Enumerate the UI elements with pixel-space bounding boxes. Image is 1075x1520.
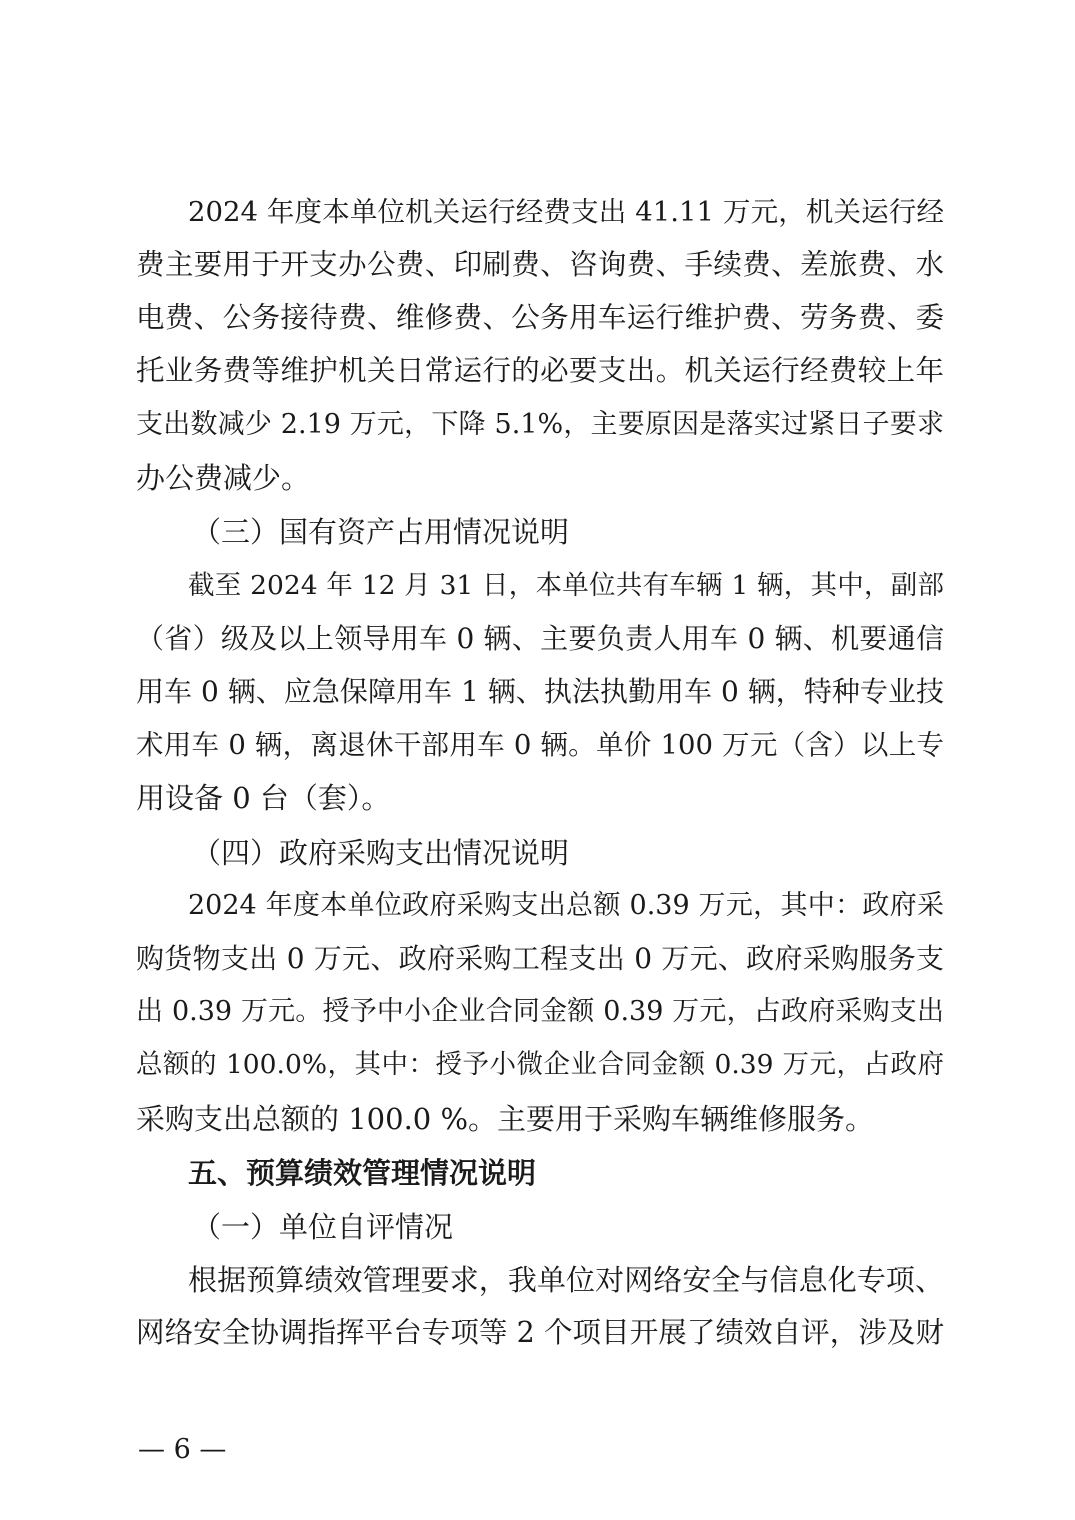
para3-line-3: 出 0.39 万元。授予中小企业合同金额 0.39 万元，占政府采购支出 bbox=[136, 996, 944, 1027]
para4-line-1: 根据预算绩效管理要求，我单位对网络安全与信息化专项、 bbox=[188, 1263, 944, 1297]
section-five-heading: 五、预算绩效管理情况说明 bbox=[188, 1156, 537, 1190]
para4-line-2: 网络安全协调指挥平台专项等 2 个项目开展了绩效自评，涉及财 bbox=[136, 1316, 944, 1349]
para1-line-2: 费主要用于开支办公费、印刷费、咨询费、手续费、差旅费、水 bbox=[136, 248, 944, 281]
para1-line-3: 电费、公务接待费、维修费、公务用车运行维护费、劳务费、委 bbox=[136, 301, 944, 334]
para3-line-5: 采购支出总额的 100.0 %。主要用于采购车辆维修服务。 bbox=[136, 1102, 875, 1136]
para2-line-2: （省）级及以上领导用车 0 辆、主要负责人用车 0 辆、机要通信 bbox=[136, 622, 944, 655]
para1-line-4: 托业务费等维护机关日常运行的必要支出。机关运行经费较上年 bbox=[136, 354, 944, 387]
para2-line-1: 截至 2024 年 12 月 31 日，本单位共有车辆 1 辆，其中，副部 bbox=[188, 570, 944, 601]
para2-line-4: 术用车 0 辆，离退休干部用车 0 辆。单价 100 万元（含）以上专 bbox=[136, 729, 944, 761]
page-number: — 6 — bbox=[138, 1434, 227, 1465]
para3-line-2: 购货物支出 0 万元、政府采购工程支出 0 万元、政府采购服务支 bbox=[136, 942, 944, 975]
heading-self-evaluation: （一）单位自评情况 bbox=[192, 1210, 454, 1244]
para1-line-6: 办公费减少。 bbox=[136, 461, 311, 495]
para1-line-1: 2024 年度本单位机关运行经费支出 41.11 万元，机关运行经 bbox=[188, 196, 944, 228]
para2-line-5: 用设备 0 台（套）。 bbox=[136, 781, 391, 815]
para1-line-5: 支出数减少 2.19 万元，下降 5.1%，主要原因是落实过紧日子要求 bbox=[136, 409, 944, 440]
para2-line-3: 用车 0 辆、应急保障用车 1 辆、执法执勤用车 0 辆，特种专业技 bbox=[136, 675, 944, 708]
heading-procurement: （四）政府采购支出情况说明 bbox=[192, 836, 570, 870]
heading-state-assets: （三）国有资产占用情况说明 bbox=[192, 515, 570, 549]
para3-line-1: 2024 年度本单位政府采购支出总额 0.39 万元，其中：政府采 bbox=[188, 890, 944, 921]
para3-line-4: 总额的 100.0%，其中：授予小微企业合同金额 0.39 万元，占政府 bbox=[136, 1049, 944, 1080]
